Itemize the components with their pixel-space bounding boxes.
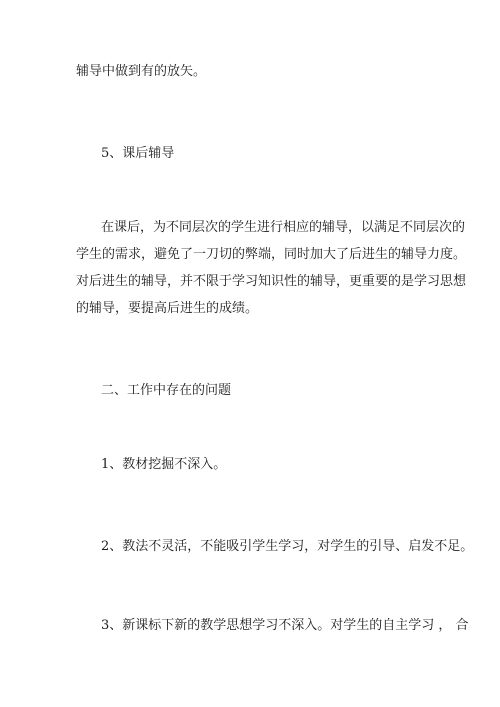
paragraph-line: 的辅导，要提高后进生的成绩。 <box>76 301 259 316</box>
paragraph-line: 在课后，为不同层次的学生进行相应的辅导，以满足不同层次的 <box>101 220 466 235</box>
paragraph-line: 对后进生的辅导，并不限于学习知识性的辅导，更重要的是学习思想 <box>76 274 467 289</box>
part-heading: 二、工作中存在的问题 <box>101 383 232 398</box>
problem-item: 3、新课标下新的教学思想学习不深入。对学生的自主学习 ， 合 <box>101 618 469 633</box>
problem-item: 1、教材挖掘不深入。 <box>101 457 227 472</box>
paragraph-continuation: 辅导中做到有的放矢。 <box>76 64 207 79</box>
problem-item: 2、教法不灵活，不能吸引学生学习，对学生的引导、启发不足。 <box>101 539 474 554</box>
section-heading: 5、课后辅导 <box>101 146 175 161</box>
paragraph-line: 学生的需求，避免了一刀切的弊端，同时加大了后进生的辅导力度。 <box>76 247 467 262</box>
